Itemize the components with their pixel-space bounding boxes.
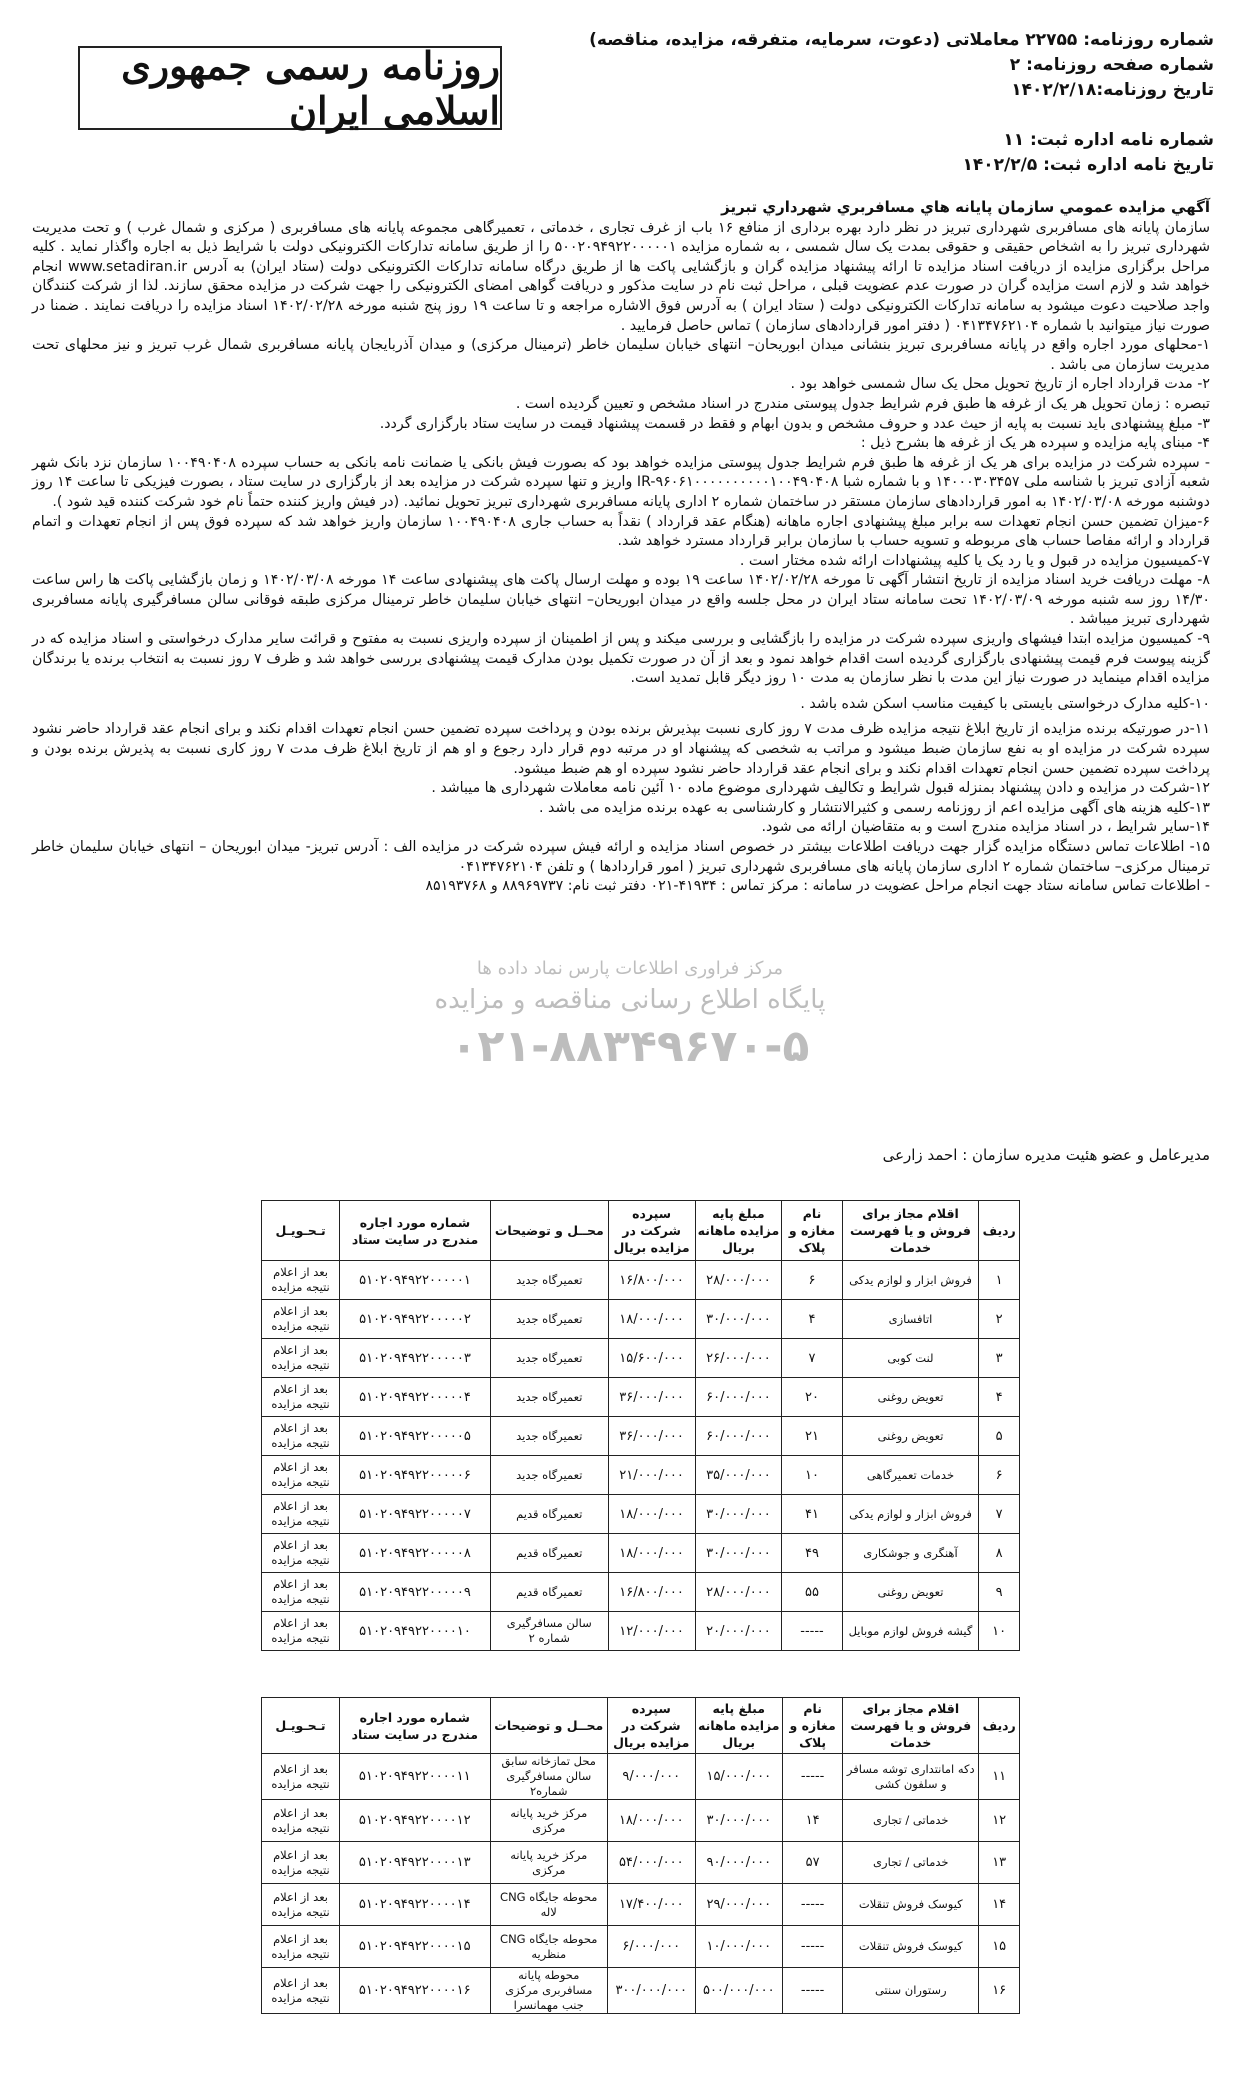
cell-item: خدمات تعمیرگاهی — [842, 1456, 979, 1495]
notice-paragraph: ۸- مهلت دریافت خرید اسناد مزایده از تاریخ انتشار آگهی تا مورخه ۱۴۰۲/۰۲/۲۸ ساعت ۱۹ بوده و مهلت ارسال پاکت های پیشنهادی ساعت ۱۴ مورخه ۱۴۰۲/۰۳/۰۸ و زمان بازگشایی پاکت ها راس ساعت ۱۴/۳۰ روز سه شنبه مورخه ۱۴۰۲/۰۳/۰۹ تحت سامانه ستاد ایران در محل جلسه واقع در میدان ابوریحان– انتهای خیابان سلیمان خاطر ترمینال مرکزی طبقه فوقانی سالن مسافرگیری پایانه مسافربری شهرداری تبریز میباشد . — [32, 572, 1210, 628]
cell-deposit: ۱۸/۰۰۰/۰۰۰ — [607, 1800, 695, 1842]
cell-deposit: ۱۶/۸۰۰/۰۰۰ — [608, 1573, 695, 1612]
notice-paragraph: ۶-میزان تضمین حسن انجام تعهدات سه برابر مبلغ پیشنهادی اجاره ماهانه (هنگام عقد قرارداد ) نقداً به حساب جاری ۱۰۰۴۹۰۴۰۸ سازمان واریز خواهد شد که سپرده فوق پس از انجام تعهدات و اتمام قرارداد و ارائه مفاصا حساب های مربوطه و تسویه حساب با سازمان برابر قرارداد مسترد خواهد شد. — [32, 513, 1210, 550]
table-row — [262, 1261, 1020, 1300]
header-delivery: تـحـویـل — [262, 1698, 340, 1754]
cell-deposit: ۳۶/۰۰۰/۰۰۰ — [608, 1378, 695, 1417]
cell-location: محل تمازخانه سابق سالن مسافرگیری شماره۲ — [490, 1754, 607, 1800]
cell-delivery: بعد از اعلام نتیجه مزایده — [262, 1534, 340, 1573]
cell-number: ۵۱۰۲۰۹۴۹۲۲۰۰۰۰۰۳ — [340, 1339, 491, 1378]
cell-number: ۵۱۰۲۰۹۴۹۲۲۰۰۰۰۰۹ — [340, 1573, 491, 1612]
cell-delivery: بعد از اعلام نتیجه مزایده — [262, 1800, 340, 1842]
cell-location: تعمیرگاه جدید — [490, 1300, 608, 1339]
cell-location: تعمیرگاه جدید — [490, 1378, 608, 1417]
cell-row: ۲ — [979, 1300, 1020, 1339]
notice-paragraph: ۴- مبنای پایه مزایده و سپرده هر یک از غرفه ها بشرح ذیل : — [860, 435, 1210, 452]
newspaper-logo — [78, 43, 502, 133]
cell-row: ۱۶ — [979, 1968, 1020, 2014]
header-delivery: تـحـویـل — [262, 1201, 340, 1261]
cell-deposit: ۲۱/۰۰۰/۰۰۰ — [608, 1456, 695, 1495]
table-row — [262, 1534, 1020, 1573]
header-base: مبلغ پایه مزایده ماهانه بریال — [695, 1698, 783, 1754]
cell-shop: ----- — [783, 1926, 843, 1968]
items-table-1 — [261, 1200, 1020, 1651]
cell-delivery: بعد از اعلام نتیجه مزایده — [262, 1300, 340, 1339]
table-row — [262, 1417, 1020, 1456]
cell-item: گیشه فروش لوازم موبایل — [842, 1612, 979, 1651]
cell-row: ۱ — [979, 1261, 1020, 1300]
table-row — [262, 1612, 1020, 1651]
cell-deposit: ۱۷/۴۰۰/۰۰۰ — [607, 1884, 695, 1926]
cell-deposit: ۱۲/۰۰۰/۰۰۰ — [608, 1612, 695, 1651]
cell-number: ۵۱۰۲۰۹۴۹۲۲۰۰۰۰۰۲ — [340, 1300, 491, 1339]
cell-delivery: بعد از اعلام نتیجه مزایده — [262, 1417, 340, 1456]
table-row — [262, 1968, 1020, 2014]
cell-base: ۲۸/۰۰۰/۰۰۰ — [695, 1261, 782, 1300]
header-base: مبلغ پایه مزایده ماهانه بریال — [695, 1201, 782, 1261]
cell-delivery: بعد از اعلام نتیجه مزایده — [262, 1884, 340, 1926]
cell-deposit: ۹/۰۰۰/۰۰۰ — [607, 1754, 695, 1800]
cell-item: تعویض روغنی — [842, 1573, 979, 1612]
cell-base: ۵۰۰/۰۰۰/۰۰۰ — [695, 1968, 783, 2014]
table-row — [262, 1926, 1020, 1968]
notice-paragraph: ۱۱-در صورتیکه برنده مزایده از تاریخ ابلاغ نتیجه مزایده ظرف مدت ۷ روز کاری نسبت بپذیرش برنده بودن و پرداخت سپرده تضمین حسن انجام تعهدات اقدام نکند و برای انجام عقد قرارداد حاضر نشود سپرده شرکت در مزایده او به نفع سازمان ضبط میشود و مراتب به شخصی که پیشنهاد او در مرتبه دوم قرار دارد رجوع و او هم از تاریخ ابلاغ ظرف مدت ۷ روز کاری نسبت به پذیرش برنده بودن و پرداخت سپرده تضمین حسن انجام تعهدات اقدام نکند و برای انجام عقد قرارداد حاضر نشود سپرده او هم ضبط میشود. — [32, 721, 1211, 777]
cell-base: ۲۹/۰۰۰/۰۰۰ — [695, 1884, 783, 1926]
notice-paragraph: ۷-کمیسیون مزایده در قبول و یا رد یک یا کلیه پیشنهادات ارائه شده مختار است . — [739, 552, 1210, 569]
cell-deposit: ۳۰۰/۰۰۰/۰۰۰ — [607, 1968, 695, 2014]
watermark-line-1: مرکز فراوری اطلاعات پارس نماد داده ها — [476, 958, 784, 979]
cell-base: ۲۶/۰۰۰/۰۰۰ — [695, 1339, 782, 1378]
cell-location: تعمیرگاه جدید — [490, 1339, 608, 1378]
cell-location: تعمیرگاه جدید — [490, 1261, 608, 1300]
cell-base: ۳۰/۰۰۰/۰۰۰ — [695, 1495, 782, 1534]
cell-shop: ----- — [783, 1884, 843, 1926]
table-row — [262, 1573, 1020, 1612]
cell-shop: ۱۴ — [783, 1800, 843, 1842]
cell-item: فروش ابزار و لوازم یدکی — [842, 1495, 979, 1534]
cell-deposit: ۳۶/۰۰۰/۰۰۰ — [608, 1417, 695, 1456]
table-row — [262, 1495, 1020, 1534]
cell-deposit: ۱۸/۰۰۰/۰۰۰ — [608, 1534, 695, 1573]
cell-delivery: بعد از اعلام نتیجه مزایده — [262, 1842, 340, 1884]
cell-number: ۵۱۰۲۰۹۴۹۲۲۰۰۰۰۰۷ — [340, 1495, 491, 1534]
cell-shop: ۷ — [782, 1339, 842, 1378]
cell-row: ۷ — [979, 1495, 1020, 1534]
cell-delivery: بعد از اعلام نتیجه مزایده — [262, 1456, 340, 1495]
cell-row: ۱۰ — [979, 1612, 1020, 1651]
reg-num-line: شماره نامه اداره ثبت: ۱۱ — [1003, 130, 1214, 150]
notice-title: آگهي مزايده عمومي سازمان پايانه هاي مسافربري شهرداري تبريز — [721, 198, 1210, 216]
header-location: محــل و توضیحات — [490, 1698, 607, 1754]
cell-row: ۱۴ — [979, 1884, 1020, 1926]
cell-delivery: بعد از اعلام نتیجه مزایده — [262, 1495, 340, 1534]
header-shop: نام مغازه و پلاک — [783, 1698, 843, 1754]
cell-deposit: ۱۵/۶۰۰/۰۰۰ — [608, 1339, 695, 1378]
cell-base: ۱۵/۰۰۰/۰۰۰ — [695, 1754, 783, 1800]
signature: مدیرعامل و عضو هئیت مدیره سازمان : احمد زارعی — [882, 1146, 1210, 1164]
notice-paragraph: ۲- مدت قرارداد اجاره از تاریخ تحویل محل یک سال شمسی خواهد بود . — [790, 376, 1210, 393]
notice-paragraph: ۹- کمیسیون مزایده ابتدا فیشهای واریزی سپرده شرکت در مزایده را بازگشایی و بررسی میکند و پس از اطمینان از سپرده واریزی نسبت به مفتوح و قرائت سایر مدارک درخواستی و اسناد مزایده که در گزینه پیوست فرم قیمت پیشنهادی بارگزاری گردیده است اقدام خواهد نمود و بعد از آن در صورت تکمیل بودن مدارک قیمت پیشنهادی بررسی خواهد شد و ظرف ۷ روز نسبت به انتخاب برنده یا برندگان مزایده اقدام مینماید در صورت نیاز این مدت با نظر سازمان به مدت ۱۰ روز دیگر قابل تمدید است. — [32, 631, 1210, 687]
cell-row: ۹ — [979, 1573, 1020, 1612]
header-deposit: سپرده شرکت در مزایده بریال — [607, 1698, 695, 1754]
cell-shop: ۶ — [782, 1261, 842, 1300]
cell-number: ۵۱۰۲۰۹۴۹۲۲۰۰۰۰۱۳ — [340, 1842, 490, 1884]
cell-shop: ۲۱ — [782, 1417, 842, 1456]
cell-number: ۵۱۰۲۰۹۴۹۲۲۰۰۰۰۰۸ — [340, 1534, 491, 1573]
cell-location: تعمیرگاه قدیم — [490, 1495, 608, 1534]
table-row — [262, 1339, 1020, 1378]
cell-delivery: بعد از اعلام نتیجه مزایده — [262, 1339, 340, 1378]
cell-base: ۳۰/۰۰۰/۰۰۰ — [695, 1300, 782, 1339]
watermark-line-2: پایگاه اطلاع رسانی مناقصه و مزایده — [434, 985, 826, 1015]
cell-item: دکه امانتداری توشه مسافر و سلفون کشی — [843, 1754, 979, 1800]
cell-delivery: بعد از اعلام نتیجه مزایده — [262, 1754, 340, 1800]
cell-delivery: بعد از اعلام نتیجه مزایده — [262, 1378, 340, 1417]
cell-deposit: ۵۴/۰۰۰/۰۰۰ — [607, 1842, 695, 1884]
cell-base: ۱۰/۰۰۰/۰۰۰ — [695, 1926, 783, 1968]
cell-shop: ۴۹ — [782, 1534, 842, 1573]
cell-item: آهنگری و جوشکاری — [842, 1534, 979, 1573]
watermark — [350, 958, 910, 1128]
cell-location: تعمیرگاه قدیم — [490, 1534, 608, 1573]
cell-number: ۵۱۰۲۰۹۴۹۲۲۰۰۰۰۰۱ — [340, 1261, 491, 1300]
cell-shop: ----- — [783, 1968, 843, 2014]
cell-number: ۵۱۰۲۰۹۴۹۲۲۰۰۰۰۱۵ — [340, 1926, 490, 1968]
cell-row: ۳ — [979, 1339, 1020, 1378]
items-table-2 — [261, 1697, 1020, 2014]
cell-item: فروش ابزار و لوازم یدکی — [842, 1261, 979, 1300]
cell-shop: ۴۱ — [782, 1495, 842, 1534]
cell-delivery: بعد از اعلام نتیجه مزایده — [262, 1926, 340, 1968]
cell-item: خدماتی / تجاری — [843, 1842, 979, 1884]
header-item: اقلام مجاز برای فروش و یا فهرست خدمات — [843, 1698, 979, 1754]
notice-paragraph: - سپرده شرکت در مزایده برای هر یک از غرفه ها طبق فرم شرایط جدول پیوستی مزایده خواهد بود که بصورت فیش بانکی یا ضمانت نامه بانکی به حساب سپرده ۱۰۰۴۹۰۴۰۸ سازمان نزد بانک شهر شعبه آزادی تبریز با شناسه ملی ۱۴۰۰۰۳۰۳۴۵۷ و با شماره شبا IR-۹۶۰۶۱۰۰۰۰۰۰۰۰۰۰۱۰۰۴۹۰۴۰۸ واریز و تنها سپرده شرکت در مزایده بعد از بارگزاری در سایت ستاد ، بصورت فیزیکی تا ساعت ۱۴ روز دوشنبه مورخه ۱۴۰۲/۰۳/۰۸ به امور قراردادهای سازمان مستقر در ساختمان شماره ۲ اداری پایانه مسافربری شهرداری تبریز تحویل نمائید. (در فیش واریز کننده حتماً نام خود شرکت کننده قید شود ). — [32, 454, 1210, 510]
header-item: اقلام مجاز برای فروش و یا فهرست خدمات — [842, 1201, 979, 1261]
cell-location: تعمیرگاه قدیم — [490, 1573, 608, 1612]
cell-item: کیوسک فروش تنقلات — [843, 1884, 979, 1926]
cell-item: اتافسازی — [842, 1300, 979, 1339]
cell-deposit: ۱۸/۰۰۰/۰۰۰ — [608, 1300, 695, 1339]
header-number: شماره مورد اجاره مندرج در سایت ستاد — [340, 1201, 491, 1261]
cell-base: ۶۰/۰۰۰/۰۰۰ — [695, 1378, 782, 1417]
header-location: محــل و توضیحات — [490, 1201, 608, 1261]
table-row — [262, 1456, 1020, 1495]
cell-number: ۵۱۰۲۰۹۴۹۲۲۰۰۰۰۱۶ — [340, 1968, 490, 2014]
cell-base: ۹۰/۰۰۰/۰۰۰ — [695, 1842, 783, 1884]
cell-item: تعویض روغنی — [842, 1417, 979, 1456]
watermark-phone: ۰۲۱-۸۸۳۴۹۶۷۰-۵ — [450, 1021, 810, 1072]
table-row — [262, 1378, 1020, 1417]
notice-paragraph: تبصره : زمان تحویل هر یک از غرفه ها طبق فرم شرایط جدول پیوستی مندرج در اسناد مشخص و تعیین گردیده است . — [515, 395, 1210, 412]
cell-number: ۵۱۰۲۰۹۴۹۲۲۰۰۰۰۱۴ — [340, 1884, 490, 1926]
cell-base: ۲۸/۰۰۰/۰۰۰ — [695, 1573, 782, 1612]
cell-base: ۳۰/۰۰۰/۰۰۰ — [695, 1534, 782, 1573]
cell-number: ۵۱۰۲۰۹۴۹۲۲۰۰۰۰۱۰ — [340, 1612, 491, 1651]
date-line: تاریخ روزنامه:۱۴۰۲/۲/۱۸ — [1011, 80, 1214, 100]
cell-location: محوطه پایانه مسافربری مرکزی جنب مهمانسرا — [490, 1968, 607, 2014]
cell-shop: ۵۵ — [782, 1573, 842, 1612]
header-deposit: سپرده شرکت در مزایده بریال — [608, 1201, 695, 1261]
cell-deposit: ۱۸/۰۰۰/۰۰۰ — [608, 1495, 695, 1534]
cell-delivery: بعد از اعلام نتیجه مزایده — [262, 1573, 340, 1612]
cell-shop: ۵۷ — [783, 1842, 843, 1884]
cell-row: ۱۲ — [979, 1800, 1020, 1842]
notice-paragraph: ۱۳-کلیه هزینه های آگهی مزایده اعم از روزنامه رسمی و کثیرالانتشار و کارشناسی به عهده برنده مزایده می باشد . — [538, 799, 1210, 816]
cell-row: ۶ — [979, 1456, 1020, 1495]
notice-paragraph: ۱۵- اطلاعات تماس دستگاه مزایده گزار جهت دریافت اطلاعات بیشتر در خصوص اسناد مزایده و ارائه فیش سپرده شرکت در مزایده الف : آدرس تبریز- میدان ابوریحان – انتهای خیابان سلیمان خاطر ترمینال مرکزی– ساختمان شماره ۲ اداری سازمان پایانه های مسافربری شهرداری تبریز ( امور قراردادها ) و تلفن ۰۴۱۳۴۷۶۲۱۰۴ — [32, 839, 1210, 875]
page-line: شماره صفحه روزنامه: ۲ — [1009, 55, 1214, 75]
page-header — [28, 28, 1214, 178]
cell-number: ۵۱۰۲۰۹۴۹۲۲۰۰۰۰۱۱ — [340, 1754, 490, 1800]
cell-delivery: بعد از اعلام نتیجه مزایده — [262, 1261, 340, 1300]
cell-number: ۵۱۰۲۰۹۴۹۲۲۰۰۰۰۱۲ — [340, 1800, 490, 1842]
cell-item: لنت کوبی — [842, 1339, 979, 1378]
cell-location: سالن مسافرگیری شماره ۲ — [490, 1612, 608, 1651]
header-row: ردیف — [979, 1698, 1020, 1754]
cell-row: ۵ — [979, 1417, 1020, 1456]
cell-base: ۶۰/۰۰۰/۰۰۰ — [695, 1417, 782, 1456]
cell-row: ۱۵ — [979, 1926, 1020, 1968]
cell-item: کیوسک فروش تنقلات — [843, 1926, 979, 1968]
cell-delivery: بعد از اعلام نتیجه مزایده — [262, 1612, 340, 1651]
cell-row: ۱۳ — [979, 1842, 1020, 1884]
cell-delivery: بعد از اعلام نتیجه مزایده — [262, 1968, 340, 2014]
notice-paragraph: ۱۲-شرکت در مزایده و دادن پیشنهاد بمنزله قبول شرایط و تکالیف شهرداری موضوع ماده ۱۰ آئین نامه معاملات شهرداری ها میباشد . — [431, 780, 1210, 797]
cell-deposit: ۱۶/۸۰۰/۰۰۰ — [608, 1261, 695, 1300]
notice-paragraph: ۱۴-سایر شرایط ، در اسناد مزایده مندرج است و به متقاضیان ارائه می شود. — [761, 819, 1210, 836]
notice-paragraph: ۱-محلهای مورد اجاره واقع در پایانه مسافربری تبریز بنشانی میدان ابوریحان– انتهای خیابان سلیمان خاطر (ترمینال مرکزی) و میدان آذربایجان پایانه مسافربری شمال غرب تبریز و نیز محلهای تحت مدیریت سازمان می باشد . — [32, 337, 1210, 373]
cell-shop: ----- — [783, 1754, 843, 1800]
header-row: ردیف — [979, 1201, 1020, 1261]
cell-base: ۲۰/۰۰۰/۰۰۰ — [695, 1612, 782, 1651]
cell-location: محوطه جایگاه CNG منظریه — [490, 1926, 607, 1968]
cell-shop: ۴ — [782, 1300, 842, 1339]
table-row — [262, 1842, 1020, 1884]
cell-base: ۳۰/۰۰۰/۰۰۰ — [695, 1800, 783, 1842]
cell-number: ۵۱۰۲۰۹۴۹۲۲۰۰۰۰۰۴ — [340, 1378, 491, 1417]
cell-number: ۵۱۰۲۰۹۴۹۲۲۰۰۰۰۰۶ — [340, 1456, 491, 1495]
cell-base: ۳۵/۰۰۰/۰۰۰ — [695, 1456, 782, 1495]
cell-location: محوطه جایگاه CNG لاله — [490, 1884, 607, 1926]
logo-text: روزنامه رسمی جمهوری اسلامی ایران — [121, 43, 500, 133]
issue-info — [494, 28, 1214, 178]
cell-location: تعمیرگاه جدید — [490, 1456, 608, 1495]
cell-row: ۸ — [979, 1534, 1020, 1573]
table-row — [262, 1754, 1020, 1800]
cell-deposit: ۶/۰۰۰/۰۰۰ — [607, 1926, 695, 1968]
issue-line: شماره روزنامه: ۲۲۷۵۵ معاملاتی (دعوت، سرمایه، متفرقه، مزایده، مناقصه) — [589, 30, 1214, 50]
cell-location: مرکز خرید پایانه مرکزی — [490, 1800, 607, 1842]
table-row — [262, 1300, 1020, 1339]
header-shop: نام مغازه و پلاک — [782, 1201, 842, 1261]
cell-item: تعویض روغنی — [842, 1378, 979, 1417]
cell-location: تعمیرگاه جدید — [490, 1417, 608, 1456]
cell-shop: ----- — [782, 1612, 842, 1651]
table-row — [262, 1884, 1020, 1926]
cell-location: مرکز خرید پایانه مرکزی — [490, 1842, 607, 1884]
cell-item: خدماتی / تجاری — [843, 1800, 979, 1842]
cell-item: رستوران سنتی — [843, 1968, 979, 2014]
cell-row: ۱۱ — [979, 1754, 1020, 1800]
cell-row: ۴ — [979, 1378, 1020, 1417]
table-row — [262, 1800, 1020, 1842]
notice-paragraph: - اطلاعات تماس سامانه ستاد جهت انجام مراحل عضویت در سامانه : مرکز تماس : ۴۱۹۳۴-۰۲۱ دفتر ثبت نام: ۸۸۹۶۹۷۳۷ و ۸۵۱۹۳۷۶۸ — [425, 878, 1210, 895]
header-number: شماره مورد اجاره مندرج در سایت ستاد — [340, 1698, 490, 1754]
notice-paragraph: سازمان پایانه های مسافربری شهرداری تبریز در نظر دارد بهره برداری از منافع ۱۶ باب از غرف تجاری ، خدماتی ، تعمیرگاهی مجموعه پایانه های مسافربری ( مرکزی و شمال غرب ) و تحت مدیریت شهرداری تبریز را به اشخاص حقیقی و حقوقی بمدت یک سال شمسی ، به شماره مزایده ۵۰۰۲۰۹۴۹۲۲۰۰۰۰۰۱ را از طریق سامانه تدارکات الکترونیکی دولت با شرایط ذیل به اجاره واگذار نماید . کلیه مراحل برگزاری مزایده از دریافت اسناد مزایده تا ارائه پیشنهاد مزایده گران و بازگشایی پاکت ها از طریق درگاه سامانه تدارکات الکترونیکی دولت (ستاد ایران) به آدرس www.setadiran.ir انجام خواهد شد و لازم است مزایده گران در صورت عدم عضویت قبلی ، مراحل ثبت نام در سایت مذکور و دریافت گواهی امضای الکترونیکی را جهت شرکت در مزایده محقق سازند. لذا از شرکت کنندگان واجد صلاحیت دعوت میشود به سامانه تدارکات الکترونیکی دولت ( ستاد ایران ) به آدرس فوق الاشاره مراجعه و تا ساعت ۱۹ روز پنج شنبه مورخه ۱۴۰۲/۰۲/۲۸ اسناد مزایده را دریافت نمایند . ضمنا در صورت نیاز میتوانید با شماره ۰۴۱۳۴۷۶۲۱۰۴ ( دفتر امور قراردادهای سازمان ) تماس حاصل فرمایید . — [32, 219, 1211, 334]
notice-paragraph: ۳- مبلغ پیشنهادی باید نسبت به پایه از حیث عدد و حروف مشخص و بدون ابهام و فقط در قسمت پیشنهاد قیمت در سایت ستاد بارگزاری گردد. — [379, 415, 1210, 432]
notice-body — [32, 198, 1210, 897]
cell-shop: ۱۰ — [782, 1456, 842, 1495]
reg-date-line: تاریخ نامه اداره ثبت: ۱۴۰۲/۲/۵ — [962, 155, 1214, 175]
cell-number: ۵۱۰۲۰۹۴۹۲۲۰۰۰۰۰۵ — [340, 1417, 491, 1456]
cell-shop: ۲۰ — [782, 1378, 842, 1417]
notice-paragraph: ۱۰-کلیه مدارک درخواستی بایستی با کیفیت مناسب اسکن شده باشد . — [800, 695, 1210, 712]
